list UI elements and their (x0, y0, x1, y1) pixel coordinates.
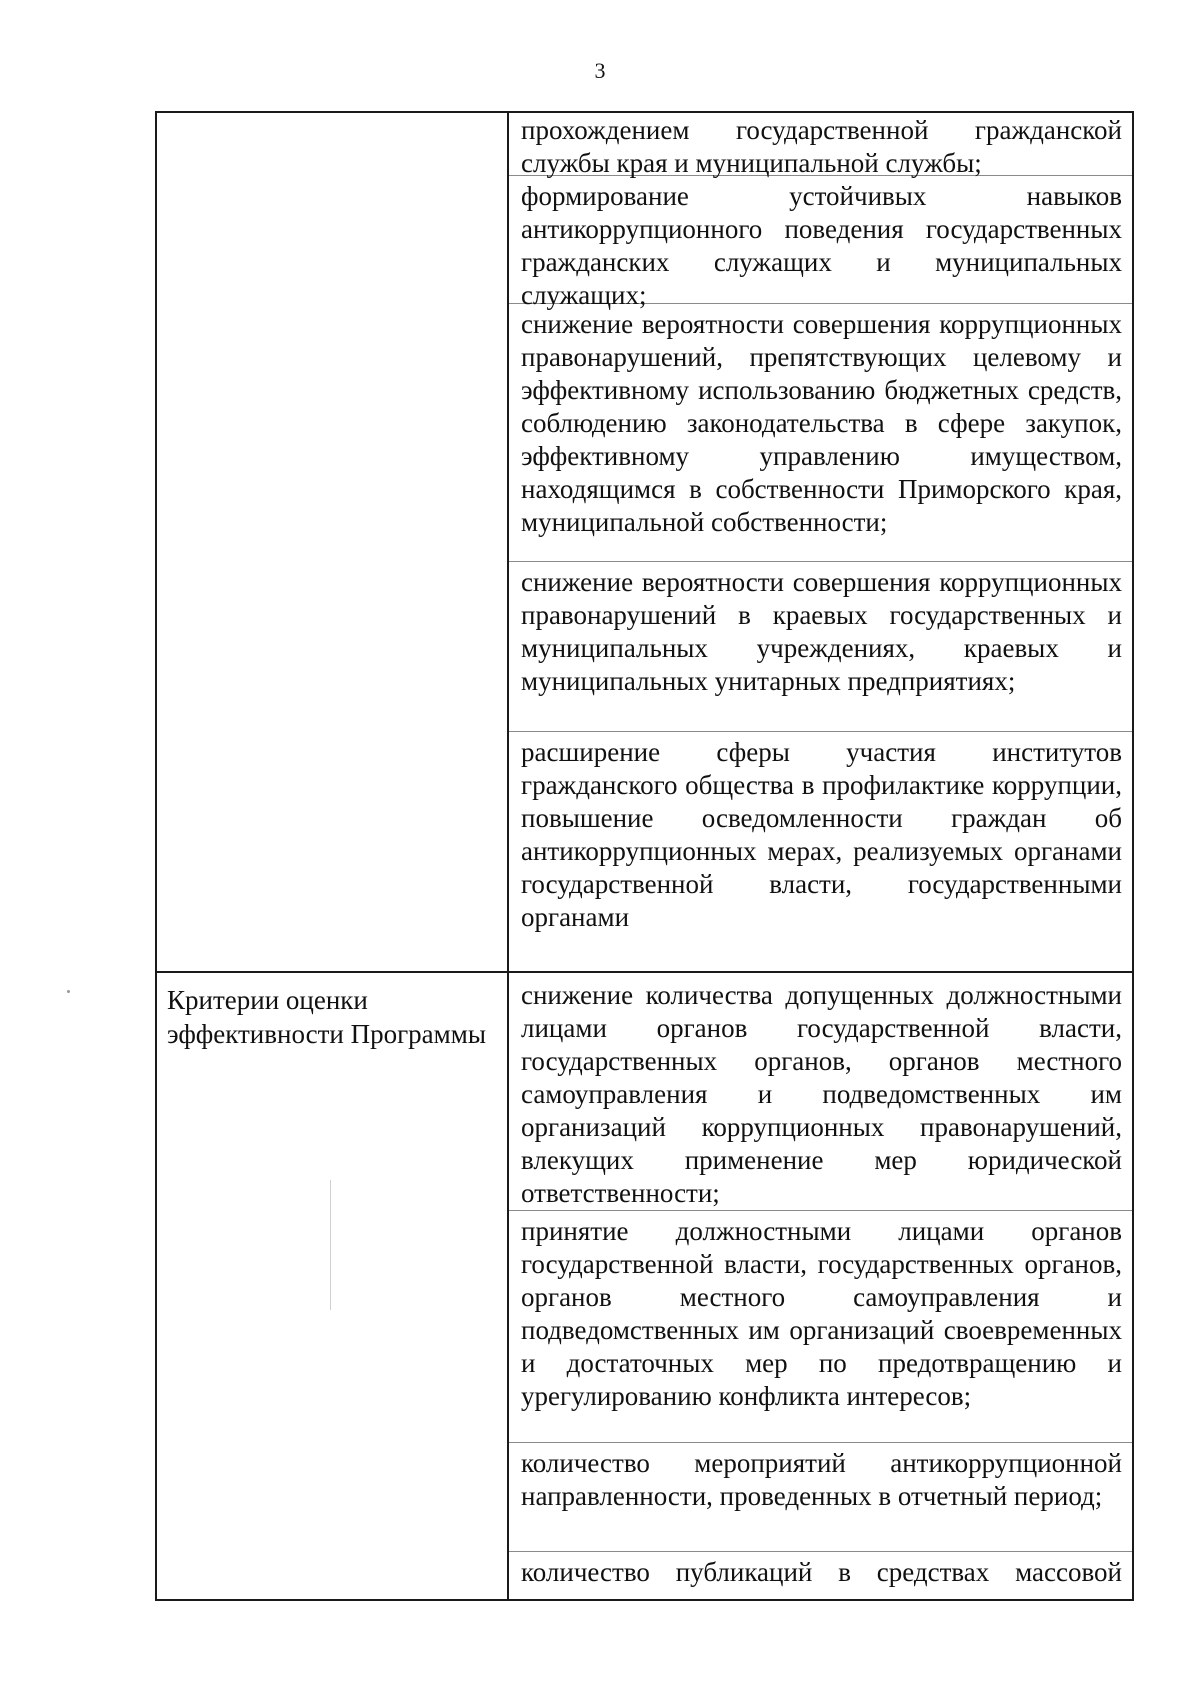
paragraph: расширение сферы участия институтов гражданского общества в профилактике коррупции, повышение осведомленности граждан об антикоррупционных мерах, реализуемых органами государственной власти, государственными органами (521, 737, 1122, 932)
page-number: 3 (594, 58, 606, 83)
criteria-content-cell (509, 973, 1132, 1599)
paragraph: количество публикаций в средствах массовой (521, 1557, 1122, 1587)
paragraph: снижение вероятности совершения коррупционных правонарушений в краевых государственных и муниципальных учреждениях, краевых и муниципальных унитарных предприятиях; (509, 562, 1132, 732)
criteria-label-cell: Критерии оценки эффективности Программы (167, 985, 486, 1049)
paragraph: снижение количества допущенных должностными лицами органов государственной власти, государственных органов, органов местного самоуправления и подведомственных им организаций коррупционных правонарушений, влекущих применение мер юридической ответственности; (509, 973, 1132, 1211)
table-row-goals (157, 113, 1132, 973)
scan-artifact-line (330, 1180, 331, 1310)
paragraph: снижение вероятности совершения коррупционных правонарушений, препятствующих целевому и эффективному использованию бюджетных средств, соблюдению законодательства в сфере закупок, эффективному управлению имуществом, находящимся в собственности Приморского края, муниципальной собственности; (509, 304, 1132, 562)
paragraph: количество мероприятий антикоррупционной направленности, проведенных в отчетный период; (509, 1443, 1132, 1552)
paragraph: формирование устойчивых навыков антикоррупционного поведения государственных гражданских служащих и муниципальных служащих; (509, 176, 1132, 304)
table-row-criteria (157, 973, 1132, 1599)
paragraph: прохождением государственной гражданской службы края и муниципальной службы; (509, 113, 1132, 176)
scan-speck (67, 990, 70, 993)
row-1-content-cell (509, 113, 1132, 971)
row-1-label-cell (157, 113, 507, 971)
program-passport-table (155, 111, 1134, 1601)
paragraph: принятие должностными лицами органов государственной власти, государственных органов, органов местного самоуправления и подведомственных им организаций своевременных и достаточных мер по предотвращению и урегулированию конфликта интересов; (509, 1211, 1132, 1443)
